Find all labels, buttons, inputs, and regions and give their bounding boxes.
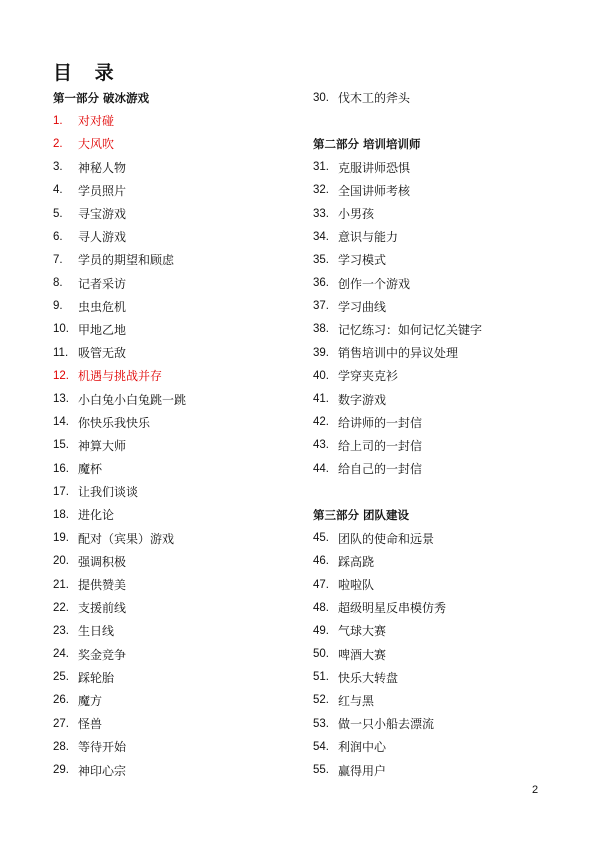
toc-entry-number: 18. bbox=[53, 508, 69, 521]
toc-entry-number: 26. bbox=[53, 694, 69, 707]
toc-entry bbox=[53, 434, 303, 457]
toc-entry-number: 24. bbox=[53, 648, 69, 661]
toc-entry-number: 55. bbox=[313, 764, 329, 777]
toc-entry-number: 5. bbox=[53, 207, 63, 220]
toc-entry-title: 魔杯 bbox=[78, 462, 103, 477]
toc-entry-title: 销售培训中的异议处理 bbox=[338, 346, 459, 361]
toc-entry-number: 40. bbox=[313, 369, 329, 382]
toc-entry-number: 31. bbox=[313, 161, 329, 174]
toc-entry bbox=[313, 156, 583, 179]
toc-entry bbox=[53, 272, 303, 295]
toc-entry-number: 49. bbox=[313, 624, 329, 637]
toc-entry-number: 47. bbox=[313, 578, 329, 591]
toc-entry-number: 19. bbox=[53, 532, 69, 545]
toc-entry-title: 寻人游戏 bbox=[78, 230, 127, 245]
toc-entry-title: 小男孩 bbox=[338, 207, 375, 222]
toc-entry bbox=[53, 735, 303, 758]
toc-entry-title: 啤酒大赛 bbox=[338, 647, 387, 662]
toc-entry bbox=[53, 109, 303, 132]
toc-entry bbox=[53, 503, 303, 526]
toc-entry-number: 1. bbox=[53, 114, 63, 127]
toc-entry-number: 14. bbox=[53, 416, 69, 429]
toc-entry-number: 48. bbox=[313, 601, 329, 614]
toc-entry bbox=[313, 666, 583, 689]
toc-entry-number: 53. bbox=[313, 717, 329, 730]
toc-entry bbox=[313, 550, 583, 573]
toc-entry-title: 克服讲师恐惧 bbox=[338, 160, 411, 175]
toc-entry-title: 魔方 bbox=[78, 693, 103, 708]
toc-entry bbox=[313, 272, 583, 295]
toc-entry-number: 4. bbox=[53, 184, 63, 197]
toc-entry-title: 红与黑 bbox=[338, 693, 375, 708]
section-heading: 第三部分 团队建设 bbox=[313, 507, 410, 522]
toc-entry-title: 数字游戏 bbox=[338, 392, 387, 407]
toc-entry-title: 学员的期望和顾虑 bbox=[78, 253, 175, 268]
toc-entry bbox=[313, 295, 583, 318]
toc-entry bbox=[313, 364, 583, 387]
toc-entry-number: 44. bbox=[313, 462, 329, 475]
toc-entry-title: 学习模式 bbox=[338, 253, 387, 268]
section-heading: 第一部分 破冰游戏 bbox=[53, 90, 150, 105]
toc-entry-title: 奖金竞争 bbox=[78, 647, 127, 662]
toc-entry bbox=[313, 411, 583, 434]
toc-entry-number: 8. bbox=[53, 277, 63, 290]
toc-entry-title: 吸管无敌 bbox=[78, 346, 127, 361]
toc-entry-title: 做一只小船去漂流 bbox=[338, 717, 435, 732]
toc-entry-number: 7. bbox=[53, 253, 63, 266]
toc-entry bbox=[53, 480, 303, 503]
toc-entry bbox=[53, 387, 303, 410]
toc-entry-title: 小白兔小白兔跳一跳 bbox=[78, 392, 187, 407]
toc-entry-number: 11. bbox=[53, 346, 69, 359]
toc-entry bbox=[53, 341, 303, 364]
toc-entry bbox=[53, 573, 303, 596]
toc-entry-number: 10. bbox=[53, 323, 69, 336]
toc-entry-number: 39. bbox=[313, 346, 329, 359]
toc-entry bbox=[313, 712, 583, 735]
toc-entry-title: 对对碰 bbox=[78, 114, 115, 129]
toc-entry-number: 9. bbox=[53, 300, 63, 313]
toc-entry bbox=[53, 132, 303, 155]
toc-entry bbox=[53, 364, 303, 387]
toc-entry bbox=[313, 643, 583, 666]
toc-entry-title: 意识与能力 bbox=[338, 230, 399, 245]
toc-entry bbox=[313, 341, 583, 364]
toc-entry bbox=[53, 248, 303, 271]
toc-entry-title: 甲地乙地 bbox=[78, 322, 127, 337]
toc-entry-number: 27. bbox=[53, 717, 69, 730]
toc-entry bbox=[53, 411, 303, 434]
toc-entry-number: 54. bbox=[313, 740, 329, 753]
toc-entry bbox=[53, 225, 303, 248]
toc-entry-title: 虫虫危机 bbox=[78, 299, 127, 314]
toc-entry-title: 团队的使命和远景 bbox=[338, 531, 435, 546]
toc-entry-title: 给自己的一封信 bbox=[338, 462, 423, 477]
toc-entry-number: 23. bbox=[53, 624, 69, 637]
toc-entry-title: 赢得用户 bbox=[338, 763, 387, 778]
toc-entry-title: 全国讲师考核 bbox=[338, 183, 411, 198]
toc-entry-title: 等待开始 bbox=[78, 740, 127, 755]
toc-entry-title: 神算大师 bbox=[78, 438, 127, 453]
toc-entry bbox=[313, 689, 583, 712]
toc-entry-number: 20. bbox=[53, 555, 69, 568]
toc-entry-title: 踩高跷 bbox=[338, 554, 375, 569]
toc-entry bbox=[53, 550, 303, 573]
toc-entry-number: 30. bbox=[313, 91, 329, 104]
toc-right-column bbox=[313, 86, 583, 782]
page-number: 2 bbox=[532, 784, 539, 796]
toc-entry-number: 51. bbox=[313, 671, 329, 684]
toc-entry bbox=[313, 573, 583, 596]
toc-entry-title: 记忆练习：如何记忆关键字 bbox=[338, 322, 483, 337]
toc-entry bbox=[313, 457, 583, 480]
toc-entry-number: 15. bbox=[53, 439, 69, 452]
toc-entry bbox=[313, 735, 583, 758]
toc-entry bbox=[53, 689, 303, 712]
toc-entry-number: 33. bbox=[313, 207, 329, 220]
toc-entry-title: 学员照片 bbox=[78, 183, 127, 198]
toc-entry-title: 啦啦队 bbox=[338, 578, 375, 593]
toc-entry-number: 13. bbox=[53, 393, 69, 406]
toc-entry bbox=[313, 248, 583, 271]
toc-entry-title: 记者采访 bbox=[78, 276, 127, 291]
toc-entry-title: 提供赞美 bbox=[78, 578, 127, 593]
toc-entry bbox=[313, 225, 583, 248]
toc-entry-number: 42. bbox=[313, 416, 329, 429]
toc-entry bbox=[313, 619, 583, 642]
toc-entry-number: 41. bbox=[313, 393, 329, 406]
toc-entry-title: 让我们谈谈 bbox=[78, 485, 139, 500]
toc-entry-title: 配对（宾果）游戏 bbox=[78, 531, 175, 546]
toc-entry bbox=[53, 156, 303, 179]
toc-entry-title: 气球大赛 bbox=[338, 624, 387, 639]
toc-entry-title: 学习曲线 bbox=[338, 299, 387, 314]
toc-entry bbox=[53, 758, 303, 781]
toc-entry-number: 16. bbox=[53, 462, 69, 475]
toc-entry bbox=[53, 666, 303, 689]
toc-entry-title: 神秘人物 bbox=[78, 160, 127, 175]
toc-entry-title: 给上司的一封信 bbox=[338, 438, 423, 453]
toc-spacer bbox=[313, 109, 583, 132]
toc-entry bbox=[313, 387, 583, 410]
toc-entry-title: 生日线 bbox=[78, 624, 115, 639]
toc-entry-number: 29. bbox=[53, 764, 69, 777]
toc-entry-title: 创作一个游戏 bbox=[338, 276, 411, 291]
toc-entry bbox=[53, 619, 303, 642]
toc-entry-number: 21. bbox=[53, 578, 69, 591]
page-title: 目 录 bbox=[53, 62, 122, 84]
toc-entry bbox=[53, 596, 303, 619]
toc-entry-number: 43. bbox=[313, 439, 329, 452]
toc-left-column bbox=[53, 86, 303, 782]
toc-entry-number: 17. bbox=[53, 485, 69, 498]
toc-entry bbox=[53, 318, 303, 341]
toc-entry bbox=[53, 712, 303, 735]
toc-entry-number: 2. bbox=[53, 137, 63, 150]
toc-entry-title: 支援前线 bbox=[78, 601, 127, 616]
toc-entry-number: 3. bbox=[53, 161, 63, 174]
toc-entry bbox=[53, 527, 303, 550]
toc-entry-title: 怪兽 bbox=[78, 717, 103, 732]
toc-entry bbox=[313, 527, 583, 550]
toc-entry-title: 大风吹 bbox=[78, 137, 115, 152]
toc-entry-number: 36. bbox=[313, 277, 329, 290]
toc-spacer bbox=[313, 480, 583, 503]
toc-entry bbox=[53, 295, 303, 318]
toc-entry-title: 快乐大转盘 bbox=[338, 670, 399, 685]
toc-entry-title: 踩轮胎 bbox=[78, 670, 115, 685]
toc-entry-number: 28. bbox=[53, 740, 69, 753]
toc-entry-title: 利润中心 bbox=[338, 740, 387, 755]
toc-entry bbox=[313, 434, 583, 457]
toc-entry-number: 25. bbox=[53, 671, 69, 684]
toc-entry-title: 寻宝游戏 bbox=[78, 207, 127, 222]
toc-entry-number: 6. bbox=[53, 230, 63, 243]
toc-entry bbox=[313, 202, 583, 225]
toc-entry-number: 35. bbox=[313, 253, 329, 266]
toc-entry-number: 52. bbox=[313, 694, 329, 707]
toc-entry-title: 伐木工的斧头 bbox=[338, 91, 411, 106]
toc-entry-number: 12. bbox=[53, 369, 69, 382]
toc-entry-number: 46. bbox=[313, 555, 329, 568]
toc-entry bbox=[313, 758, 583, 781]
toc-entry-title: 超级明星反串模仿秀 bbox=[338, 601, 447, 616]
toc-entry bbox=[313, 318, 583, 341]
toc-entry-number: 45. bbox=[313, 532, 329, 545]
toc-entry-number: 22. bbox=[53, 601, 69, 614]
toc-entry bbox=[53, 457, 303, 480]
toc-entry-title: 神印心宗 bbox=[78, 763, 127, 778]
toc-entry-title: 给讲师的一封信 bbox=[338, 415, 423, 430]
toc-entry-number: 32. bbox=[313, 184, 329, 197]
toc-entry-title: 进化论 bbox=[78, 508, 115, 523]
toc-entry bbox=[313, 596, 583, 619]
toc-entry bbox=[313, 86, 583, 109]
toc-entry-number: 34. bbox=[313, 230, 329, 243]
toc-entry bbox=[53, 202, 303, 225]
toc-entry bbox=[313, 179, 583, 202]
toc-entry-number: 38. bbox=[313, 323, 329, 336]
toc-entry-title: 机遇与挑战并存 bbox=[78, 369, 163, 384]
toc-entry-number: 37. bbox=[313, 300, 329, 313]
toc-entry-title: 学穿夹克衫 bbox=[338, 369, 399, 384]
toc-entry-number: 50. bbox=[313, 648, 329, 661]
section-heading: 第二部分 培训培训师 bbox=[313, 136, 421, 151]
toc-entry bbox=[53, 179, 303, 202]
toc-entry-title: 强调积极 bbox=[78, 554, 127, 569]
toc-entry bbox=[53, 643, 303, 666]
toc-entry-title: 你快乐我快乐 bbox=[78, 415, 151, 430]
